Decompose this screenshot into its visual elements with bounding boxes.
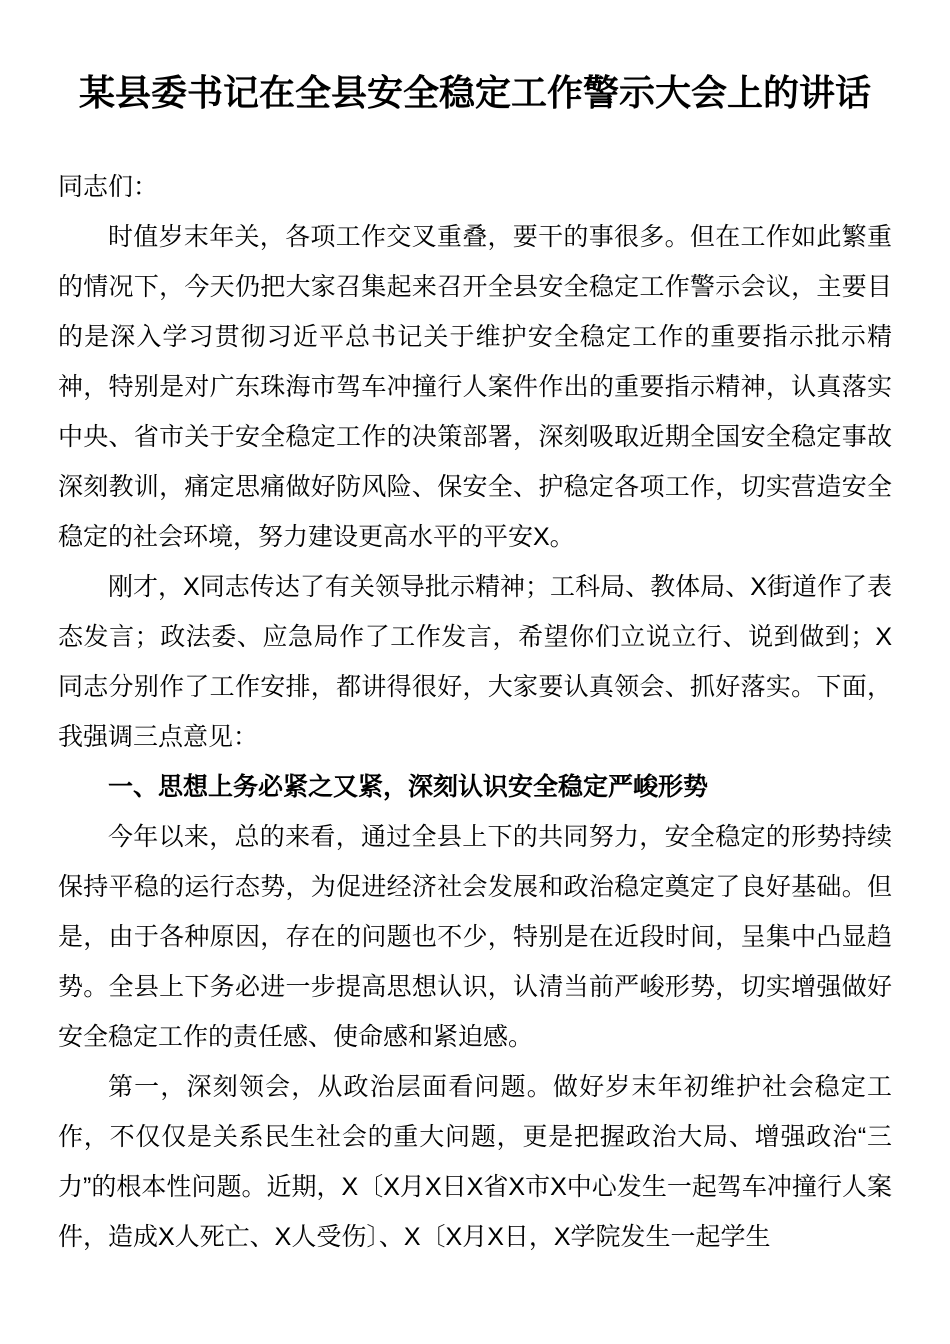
document-title: 某县委书记在全县安全稳定工作警示大会上的讲话	[78, 72, 871, 113]
salutation: 同志们：	[58, 173, 159, 201]
paragraph-political-perspective: 第一，深刻领会，从政治层面看问题。做好岁末年初维护社会稳定工作，不仅仅是关系民生社会的重大问题，更是把握政治大局、增强政治“三力”的根本性问题。近期，X〔X月X日X省X市X中心发生一起驾车冲撞行人案件，造成X人死亡、X人受伤〕、X〔X月X日，X学院发生一起学生	[58, 1073, 892, 1251]
paragraph-situation-overview: 今年以来，总的来看，通过全县上下的共同努力，安全稳定的形势持续保持平稳的运行态势，为促进经济社会发展和政治稳定奠定了良好基础。但是，由于各种原因，存在的问题也不少，特别是在近段时间，呈集中凸显趋势。全县上下务必进一步提高思想认识，认清当前严峻形势，切实增强做好安全稳定工作的责任感、使命感和紧迫感。	[58, 823, 892, 1051]
paragraph-meeting-remarks: 刚才，X同志传达了有关领导批示精神；工科局、教体局、X街道作了表态发言；政法委、应急局作了工作发言，希望你们立说立行、说到做到；X同志分别作了工作安排，都讲得很好，大家要认真领会、抓好落实。下面，我强调三点意见：	[58, 573, 892, 751]
document-body	[58, 162, 892, 1262]
section-heading-1: 一、思想上务必紧之又紧，深刻认识安全稳定严峻形势	[108, 773, 709, 801]
paragraph-opening: 时值岁末年关，各项工作交叉重叠，要干的事很多。但在工作如此繁重的情况下，今天仍把大家召集起来召开全县安全稳定工作警示会议，主要目的是深入学习贯彻习近平总书记关于维护安全稳定工作的重要指示批示精神，特别是对广东珠海市驾车冲撞行人案件作出的重要指示精神，认真落实中央、省市关于安全稳定工作的决策部署，深刻吸取近期全国安全稳定事故深刻教训，痛定思痛做好防风险、保安全、护稳定各项工作，切实营造安全稳定的社会环境，努力建设更高水平的平安X。	[58, 223, 892, 551]
